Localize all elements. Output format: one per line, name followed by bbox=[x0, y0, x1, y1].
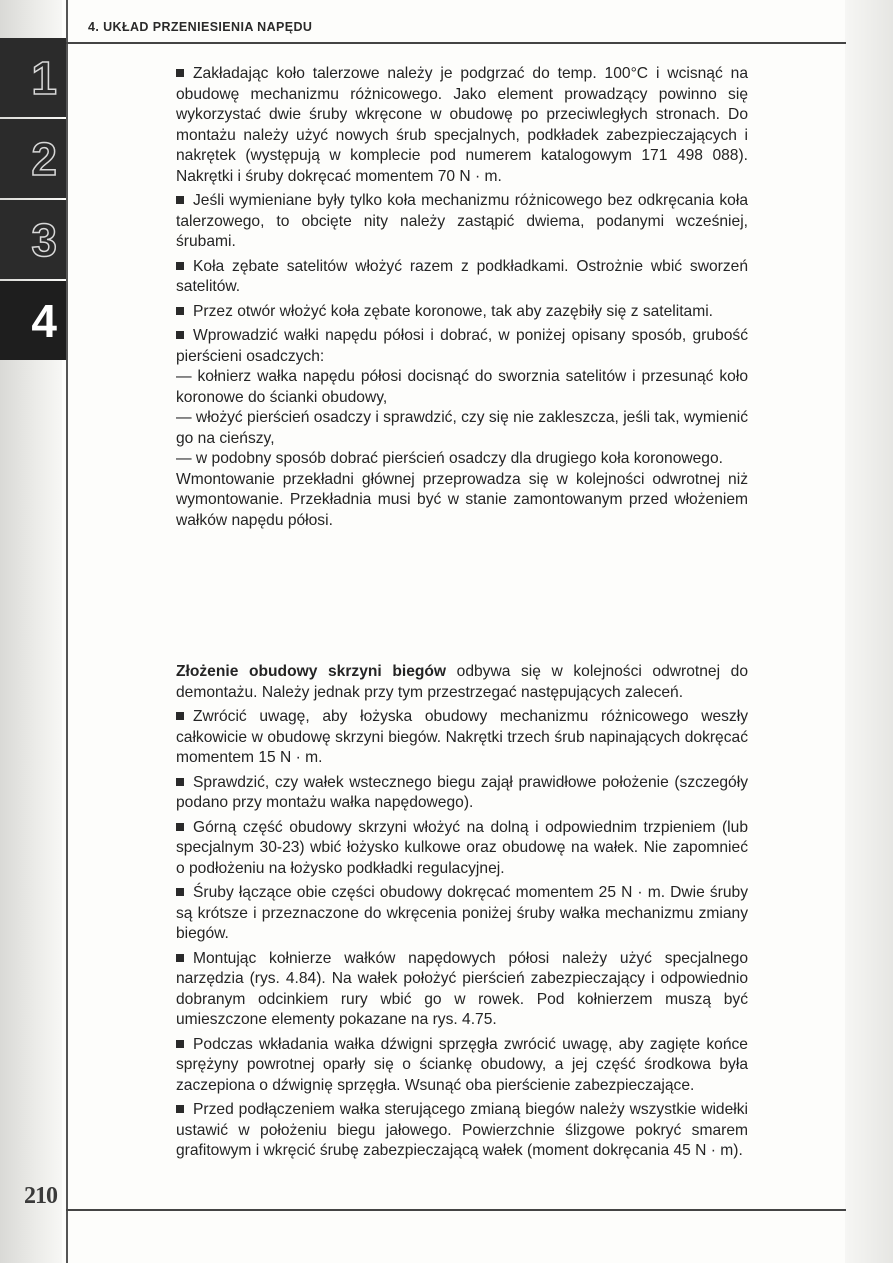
paragraph: Koła zębate satelitów włożyć razem z podkładkami. Ostrożnie wbić sworzeń satelitów. bbox=[176, 257, 748, 295]
paragraph: Sprawdzić, czy wałek wstecznego biegu zajął prawidłowe położenie (szczegóły podano przy montażu wałka napędowego). bbox=[176, 773, 748, 811]
footer-rule bbox=[66, 1209, 846, 1211]
bullet-icon bbox=[176, 823, 184, 831]
bullet-icon bbox=[176, 888, 184, 896]
paragraph: Przez otwór włożyć koła zębate koronowe, tak aby zazębiły się z satelitami. bbox=[176, 302, 748, 323]
chapter-tab-3[interactable]: 3 bbox=[0, 200, 66, 279]
chapter-header: 4. UKŁAD PRZENIESIENIA NAPĘDU bbox=[88, 20, 313, 34]
paragraph: Wmontowanie przekładni głównej przeprowadza się w kolejności odwrotnej niż wymontowanie. Przekładnia musi być w stanie zamontowanym przed włożeniem wałków napędu półosi. bbox=[176, 470, 748, 529]
bullet-icon bbox=[176, 262, 184, 270]
dash-item: — kołnierz wałka napędu półosi docisnąć do sworznia satelitów i przesunąć koło koronowe do ścianki obudowy, bbox=[176, 368, 748, 406]
dash-item: — włożyć pierścień osadczy i sprawdzić, czy się nie zakleszcza, jeśli tak, wymienić go na cieńszy, bbox=[176, 409, 748, 447]
chapter-tab-1[interactable]: 1 bbox=[0, 38, 66, 117]
bullet-icon bbox=[176, 307, 184, 315]
paragraph: Śruby łączące obie części obudowy dokręcać momentem 25 N · m. Dwie śruby są krótsze i przeznaczone do wkręcenia poniżej śruby wałka mechanizmu zmiany biegów. bbox=[176, 884, 748, 942]
page-number: 210 bbox=[24, 1183, 57, 1209]
chapter-tab-4[interactable]: 4 bbox=[0, 281, 66, 360]
paragraph: Złożenie obudowy skrzyni biegów odbywa się w kolejności odwrotnej do demontażu. Należy jednak przy tym przestrzegać następujących zaleceń. bbox=[176, 663, 748, 701]
paragraph: Montując kołnierze wałków napędowych półosi należy użyć specjalnego narzędzia (rys. 4.84). Na wałek położyć pierścień zabezpieczający i odpowiednio dobranym odcinkiem rury wbić go w rowek. Pod kołnierzem muszą być umieszczone elementy pokazane na rys. 4.75. bbox=[176, 949, 748, 1028]
page-edge bbox=[845, 0, 893, 1263]
paragraph: Górną część obudowy skrzyni włożyć na dolną i odpowiednim trzpieniem (lub specjalnym 30-23) wbić łożysko kulkowe oraz obudowę na wałek. Nie zapomnieć o podłożeniu na łożysko podkładki regulacyjnej. bbox=[176, 818, 748, 877]
section-gearbox-housing-assembly bbox=[176, 662, 748, 1166]
bullet-icon bbox=[176, 196, 184, 204]
bullet-icon bbox=[176, 331, 184, 339]
chapter-tabs bbox=[0, 38, 66, 362]
section-differential-assembly bbox=[176, 64, 748, 535]
paragraph: Zakładając koło talerzowe należy je podgrzać do temp. 100°C i wcisnąć na obudowę mechanizmu różnicowego. Jako element prowadzący powinno się wykorzystać dwie śruby wkręcone w obudowę po przeciwległych stronach. Do montażu należy użyć nowych śrub specjalnych, podkładek zabezpieczających i nakrętek (występują w komplecie pod numerem katalogowym 171 498 088). Nakrętki i śruby dokręcać momentem 70 N · m. bbox=[176, 65, 748, 185]
bullet-icon bbox=[176, 69, 184, 77]
bullet-icon bbox=[176, 1105, 184, 1113]
paragraph: Podczas wkładania wałka dźwigni sprzęgła zwrócić uwagę, aby zagięte końce sprężyny powrotnej oparły się o ściankę obudowy, a jej część środkowa była zaczepiona o dźwignię sprzęgła. Wsunąć oba pierścienie zabezpieczające. bbox=[176, 1035, 748, 1094]
bullet-icon bbox=[176, 712, 184, 720]
section-heading: Złożenie obudowy skrzyni biegów bbox=[176, 663, 447, 680]
dash-item: — w podobny sposób dobrać pierścień osadczy dla drugiego koła koronowego. bbox=[176, 450, 723, 467]
bullet-icon bbox=[176, 1040, 184, 1048]
bullet-icon bbox=[176, 778, 184, 786]
header-rule bbox=[66, 42, 846, 44]
paragraph: Wprowadzić wałki napędu półosi i dobrać, w poniżej opisany sposób, grubość pierścieni osadczych: bbox=[176, 327, 748, 365]
paragraph: Przed podłączeniem wałka sterującego zmianą biegów należy wszystkie widełki ustawić w położeniu biegu jałowego. Powierzchnie ślizgowe pokryć smarem grafitowym i wkręcić śrubę zabezpieczającą wałek (moment dokręcania 45 N · m). bbox=[176, 1101, 748, 1159]
bullet-icon bbox=[176, 954, 184, 962]
margin-rule bbox=[66, 0, 68, 1263]
chapter-tab-2[interactable]: 2 bbox=[0, 119, 66, 198]
paragraph: Zwrócić uwagę, aby łożyska obudowy mechanizmu różnicowego weszły całkowicie w obudowę skrzyni biegów. Nakrętki trzech śrub napinających dokręcać momentem 15 N · m. bbox=[176, 708, 748, 766]
paragraph: Jeśli wymieniane były tylko koła mechanizmu różnicowego bez odkręcania koła talerzowego, to obcięte nity należy zastąpić dwiema, podanymi wcześniej, śrubami. bbox=[176, 192, 748, 250]
